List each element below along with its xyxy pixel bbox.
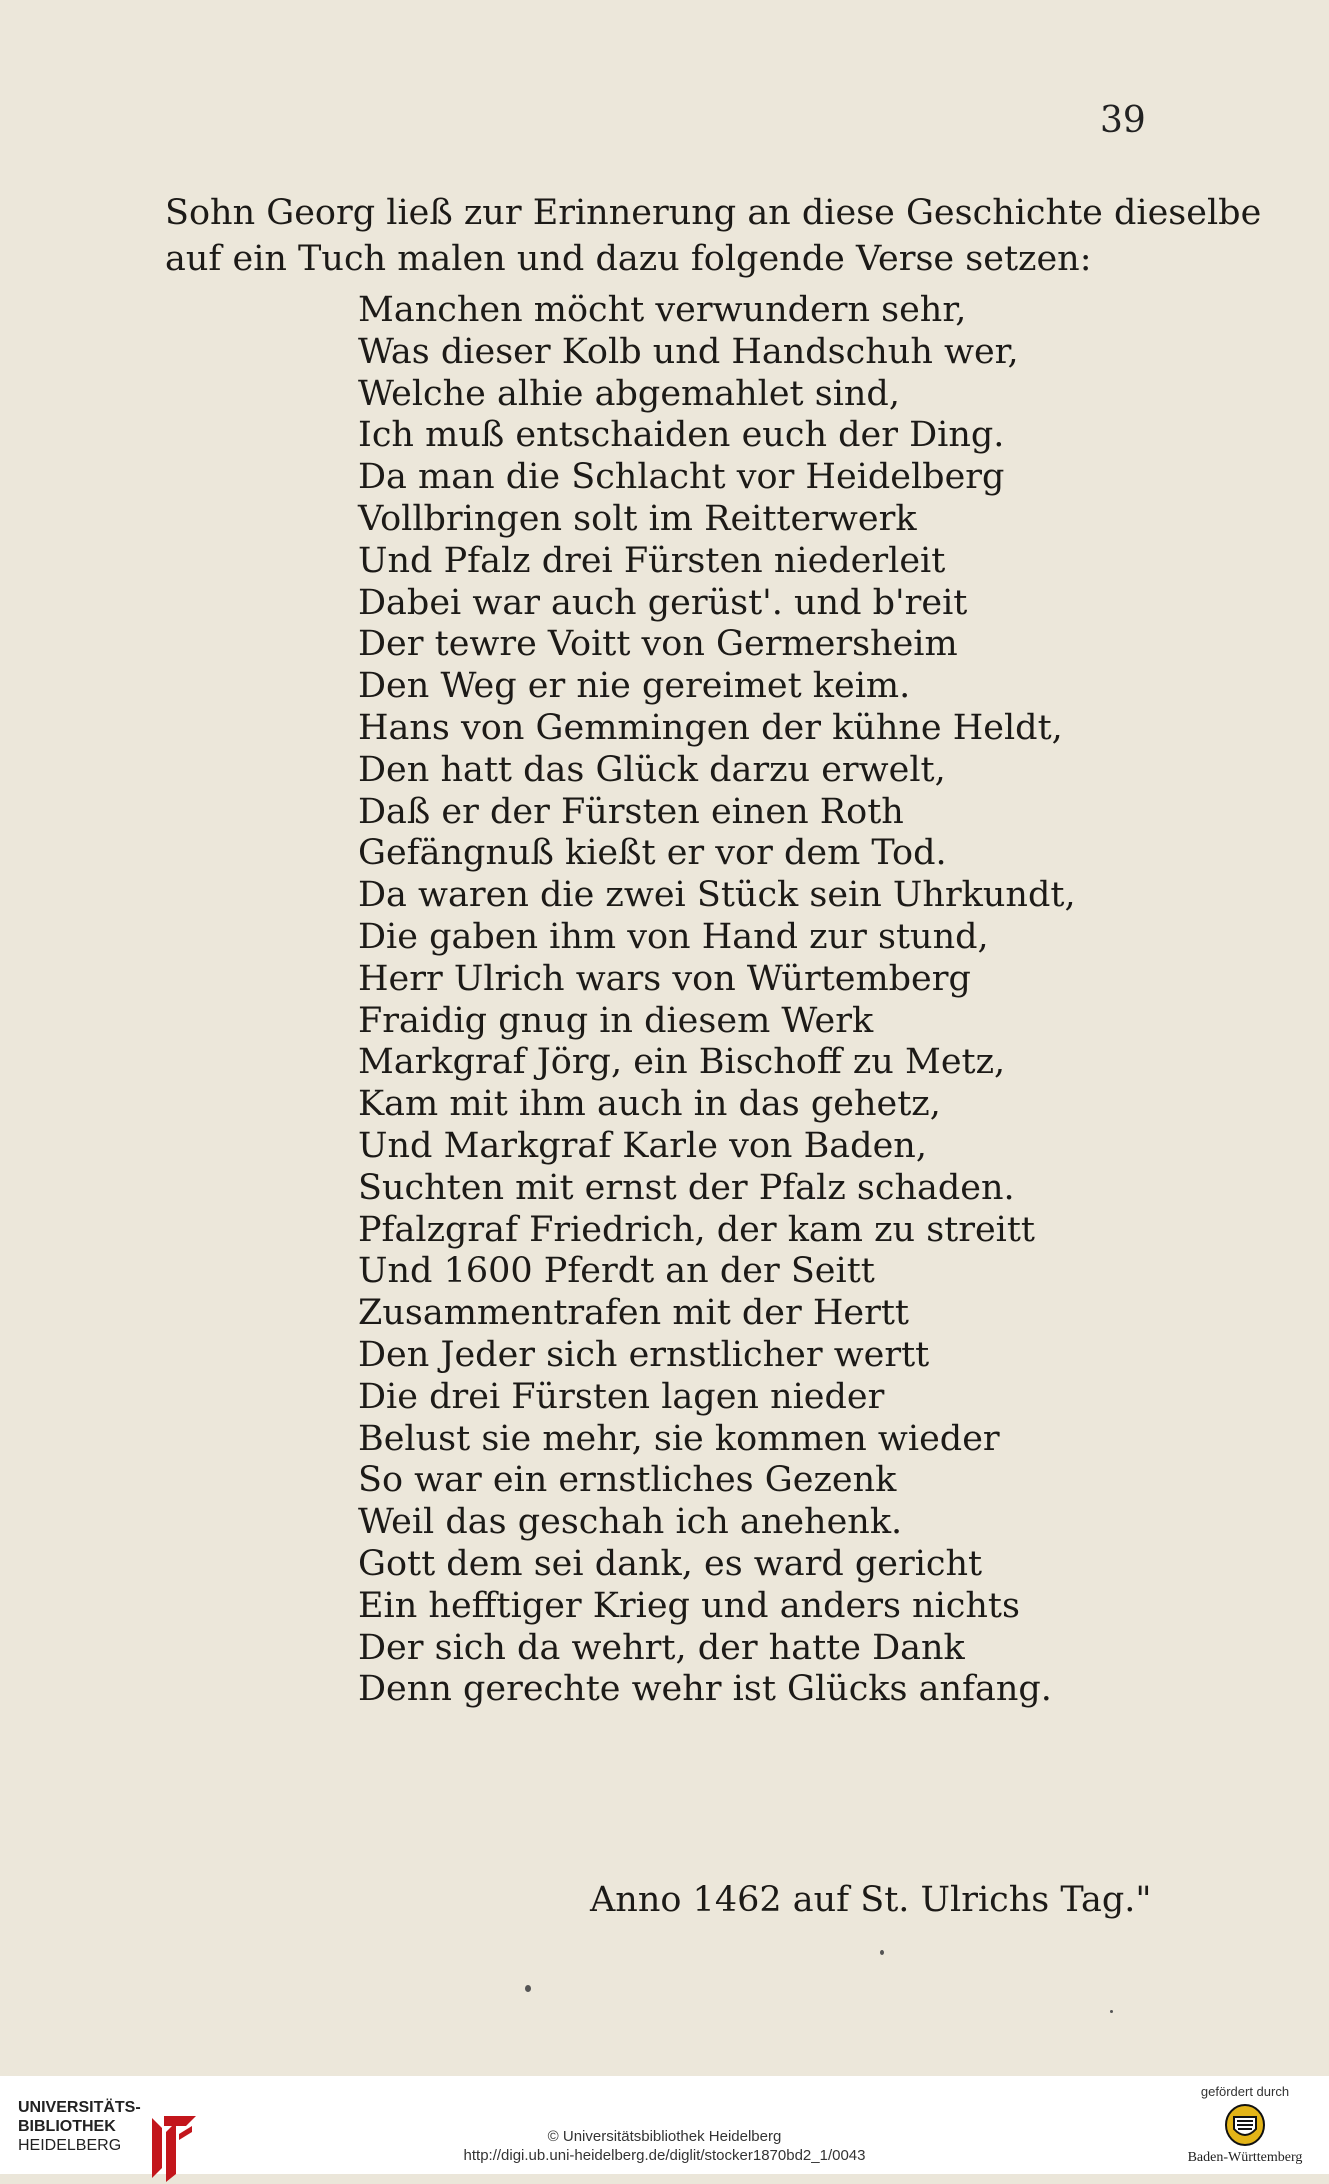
verse-block xyxy=(358,290,1178,1711)
verse-line: Und Markgraf Karle von Baden, xyxy=(358,1125,927,1166)
verse-line: Da waren die zwei Stück sein Uhrkundt, xyxy=(358,875,1076,916)
closing-line: Anno 1462 auf St. Ulrichs Tag." xyxy=(590,1880,1152,1920)
verse-line: Den Jeder sich ernstlicher wertt xyxy=(358,1334,930,1375)
library-name-line: HEIDELBERG xyxy=(18,2137,122,2154)
verse-line: Gefängnuß kießt er vor dem Tod. xyxy=(358,833,947,874)
verse-line: Pfalzgraf Friedrich, der kam zu streitt xyxy=(358,1209,1035,1250)
verse-line: Die drei Fürsten lagen nieder xyxy=(358,1376,885,1417)
verse-line: Zusammentrafen mit der Hertt xyxy=(358,1293,909,1334)
ink-speck xyxy=(525,1985,531,1992)
intro-line: auf ein Tuch malen und dazu folgende Verse setzen: xyxy=(165,239,1092,279)
page-number: 39 xyxy=(1100,100,1146,141)
verse-line: Was dieser Kolb und Handschuh wer, xyxy=(358,331,1019,372)
verse-line: Gott dem sei dank, es ward gericht xyxy=(358,1543,983,1584)
verse-line: Dabei war auch gerüst'. und b'reit xyxy=(358,582,968,623)
verse-line: Und 1600 Pferdt an der Seitt xyxy=(358,1251,875,1292)
state-crest-icon xyxy=(1224,2103,1266,2147)
intro-paragraph xyxy=(165,190,1262,282)
verse-line: Hans von Gemmingen der kühne Heldt, xyxy=(358,707,1063,748)
verse-line: Den hatt das Glück darzu erwelt, xyxy=(358,749,946,790)
copyright-text: © Universitätsbibliothek Heidelberg xyxy=(547,2128,782,2145)
funded-by-label: gefördert durch xyxy=(1200,2084,1290,2099)
verse-line: Den Weg er nie gereimet keim. xyxy=(358,666,911,707)
intro-line: Sohn Georg ließ zur Erinnerung an diese Geschichte dieselbe xyxy=(165,193,1262,233)
verse-line: Denn gerechte wehr ist Glücks anfang. xyxy=(358,1669,1052,1710)
verse-line: Weil das geschah ich anehenk. xyxy=(358,1502,903,1543)
ink-speck xyxy=(1110,2010,1113,2013)
verse-line: Markgraf Jörg, ein Bischoff zu Metz, xyxy=(358,1042,1006,1083)
verse-line: Und Pfalz drei Fürsten niederleit xyxy=(358,540,946,581)
funding-branding[interactable] xyxy=(1170,2084,1320,2166)
library-name-line: BIBLIOTHEK xyxy=(18,2118,116,2135)
state-name: Baden-Württemberg xyxy=(1187,2150,1303,2165)
verse-line: Die gaben ihm von Hand zur stund, xyxy=(358,916,989,957)
verse-line: Belust sie mehr, sie kommen wieder xyxy=(358,1418,1000,1459)
verse-line: Welche alhie abgemahlet sind, xyxy=(358,373,900,414)
verse-line: Der sich da wehrt, der hatte Dank xyxy=(358,1627,965,1668)
verse-line: Suchten mit ernst der Pfalz schaden. xyxy=(358,1167,1015,1208)
verse-line: Da man die Schlacht vor Heidelberg xyxy=(358,457,1005,498)
footer-center xyxy=(0,2128,1329,2166)
verse-line: Der tewre Voitt von Germersheim xyxy=(358,624,958,665)
library-name-line: UNIVERSITÄTS- xyxy=(18,2099,141,2116)
verse-line: Vollbringen solt im Reitterwerk xyxy=(358,498,917,539)
verse-line: Herr Ulrich wars von Würtemberg xyxy=(358,958,971,999)
verse-line: Daß er der Fürsten einen Roth xyxy=(358,791,904,832)
verse-line: Ich muß entschaiden euch der Ding. xyxy=(358,415,1005,456)
verse-line: Fraidig gnug in diesem Werk xyxy=(358,1000,874,1041)
footer-bar xyxy=(0,2076,1329,2174)
verse-line: Ein hefftiger Krieg und anders nichts xyxy=(358,1585,1020,1626)
permalink-url[interactable]: http://digi.ub.uni-heidelberg.de/diglit/stocker1870bd2_1/0043 xyxy=(463,2147,866,2164)
ink-speck xyxy=(880,1950,884,1955)
verse-line: Manchen möcht verwundern sehr, xyxy=(358,290,967,330)
verse-line: Kam mit ihm auch in das gehetz, xyxy=(358,1084,941,1125)
verse-line: So war ein ernstliches Gezenk xyxy=(358,1460,897,1501)
